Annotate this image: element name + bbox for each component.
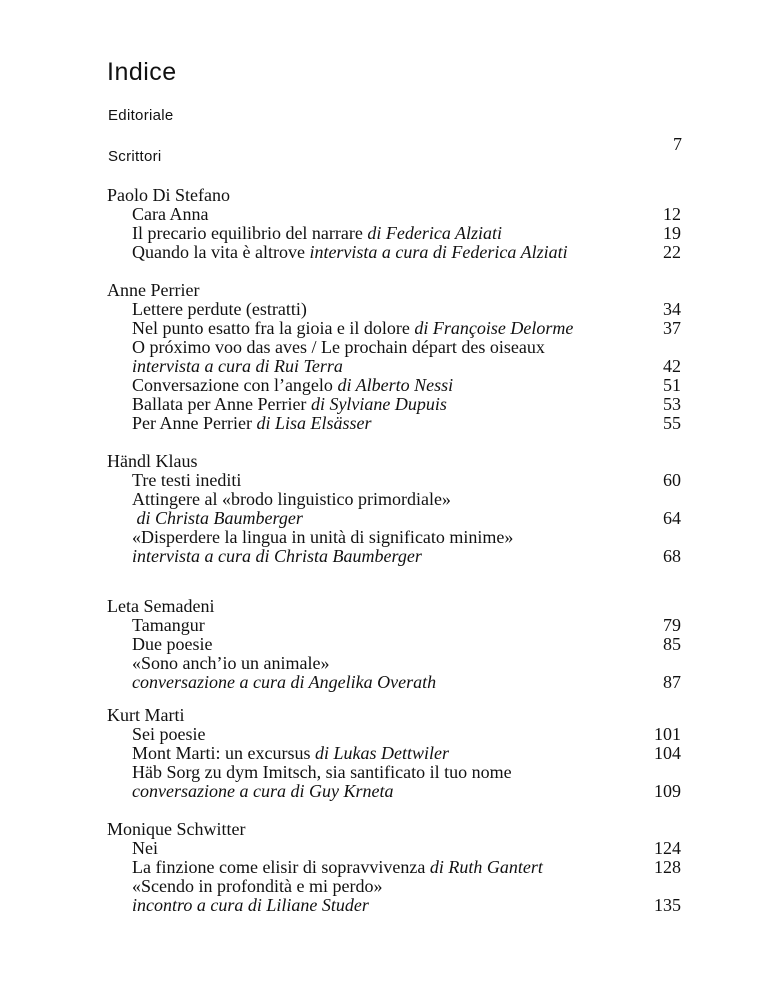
entry-title: Mont Marti: un excursus xyxy=(132,743,311,763)
entry-title: Quando la vita è altrove xyxy=(132,242,305,262)
toc-entry xyxy=(107,839,687,858)
entry-title: Sei poesie xyxy=(132,724,206,744)
entry-title: Il precario equilibrio del narrare xyxy=(132,223,363,243)
toc-entry xyxy=(107,319,687,338)
entry-credit: di Françoise Delorme xyxy=(414,318,574,338)
entry-title: O próximo voo das aves / Le prochain départ des oiseaux xyxy=(132,337,545,357)
page-number: 85 xyxy=(663,634,681,654)
page-number: 104 xyxy=(654,743,681,763)
toc-entry xyxy=(107,616,687,635)
toc-entry xyxy=(107,744,687,763)
toc-entry xyxy=(107,357,687,376)
entry-title: «Sono anch’io un animale» xyxy=(132,653,330,673)
entry-credit: intervista a cura di Rui Terra xyxy=(132,356,343,376)
page-number: 19 xyxy=(663,223,681,243)
entry-title: Häb Sorg zu dym Imitsch, sia santificato il tuo nome xyxy=(132,762,512,782)
toc-entry xyxy=(107,376,687,395)
entry-credit: di Sylviane Dupuis xyxy=(310,394,447,414)
author-name: Paolo Di Stefano xyxy=(107,185,230,205)
author-name: Monique Schwitter xyxy=(107,819,246,839)
toc-entry xyxy=(107,205,687,224)
toc-entry xyxy=(107,509,687,528)
entry-credit: conversazione a cura di Angelika Overath xyxy=(132,672,437,692)
toc-entry xyxy=(107,395,687,414)
toc-entry xyxy=(107,725,687,744)
page-number: 79 xyxy=(663,615,681,635)
entry-title: Ballata per Anne Perrier xyxy=(132,394,307,414)
entry-credit: di Federica Alziati xyxy=(367,223,503,243)
page-number: 51 xyxy=(663,375,681,395)
toc-entry xyxy=(107,782,687,801)
entry-title: «Disperdere la lingua in unità di significato minime» xyxy=(132,527,514,547)
toc-section-handl-klaus xyxy=(107,452,687,566)
page-number: 64 xyxy=(663,508,681,528)
toc-entry xyxy=(107,300,687,319)
toc-entry xyxy=(107,528,687,547)
entry-title: Nel punto esatto fra la gioia e il dolore xyxy=(132,318,410,338)
toc-section-anne-perrier xyxy=(107,281,687,433)
entry-title: Conversazione con l’angelo xyxy=(132,375,333,395)
toc-entry xyxy=(107,471,687,490)
toc-entry xyxy=(107,635,687,654)
entry-title: Lettere perdute (estratti) xyxy=(132,299,307,319)
entry-credit: intervista a cura di Christa Baumberger xyxy=(132,546,422,566)
page-number: 109 xyxy=(654,781,681,801)
page-number: 37 xyxy=(663,318,681,338)
toc-section-leta-semadeni xyxy=(107,597,687,692)
entry-title: Due poesie xyxy=(132,634,213,654)
toc-entry xyxy=(107,763,687,782)
toc-entry xyxy=(107,490,687,509)
entry-credit: conversazione a cura di Guy Krneta xyxy=(132,781,394,801)
author-name: Kurt Marti xyxy=(107,705,185,725)
entry-title: La finzione come elisir di sopravvivenza xyxy=(132,857,426,877)
page-number: 87 xyxy=(663,672,681,692)
entry-credit: incontro a cura di Liliane Studer xyxy=(132,895,369,915)
page-title: Indice xyxy=(107,58,177,86)
entry-title: Cara Anna xyxy=(132,204,209,224)
page-number: 135 xyxy=(654,895,681,915)
entry-title: Per Anne Perrier xyxy=(132,413,252,433)
toc-entry xyxy=(107,338,687,357)
entry-title: Tamangur xyxy=(132,615,205,635)
toc-entry xyxy=(107,673,687,692)
page-number: 55 xyxy=(663,413,681,433)
page-number: 124 xyxy=(654,838,681,858)
section-label-scrittori: Scrittori xyxy=(108,148,162,165)
toc-entry xyxy=(107,877,687,896)
page-number: 12 xyxy=(663,204,681,224)
entry-title: Nei xyxy=(132,838,158,858)
page-number: 68 xyxy=(663,546,681,566)
entry-credit: di Ruth Gantert xyxy=(429,857,543,877)
page-number: 42 xyxy=(663,356,681,376)
toc-entry xyxy=(107,896,687,915)
page-number: 22 xyxy=(663,242,681,262)
entry-title: «Scendo in profondità e mi perdo» xyxy=(132,876,383,896)
toc-entry xyxy=(107,224,687,243)
entry-credit: di Lukas Dettwiler xyxy=(314,743,449,763)
toc-section-kurt-marti xyxy=(107,706,687,801)
page-number-editoriale: 7 xyxy=(673,134,682,154)
page-number: 101 xyxy=(654,724,681,744)
entry-credit: di Alberto Nessi xyxy=(337,375,454,395)
page-number: 60 xyxy=(663,470,681,490)
entry-title: Attingere al «brodo linguistico primordiale» xyxy=(132,489,451,509)
author-name: Händl Klaus xyxy=(107,451,198,471)
entry-credit: di Lisa Elsässer xyxy=(256,413,372,433)
section-label-editoriale: Editoriale xyxy=(108,107,174,124)
entry-credit: di Christa Baumberger xyxy=(132,508,303,528)
page-number: 34 xyxy=(663,299,681,319)
toc-entry xyxy=(107,547,687,566)
author-name: Leta Semadeni xyxy=(107,596,215,616)
toc-section-paolo-di-stefano xyxy=(107,186,687,262)
entry-title: Tre testi inediti xyxy=(132,470,242,490)
toc-entry xyxy=(107,654,687,673)
toc-section-monique-schwitter xyxy=(107,820,687,915)
page-number: 128 xyxy=(654,857,681,877)
toc-entry xyxy=(107,414,687,433)
entry-credit: intervista a cura di Federica Alziati xyxy=(309,242,568,262)
toc-entry xyxy=(107,243,687,262)
toc-entry xyxy=(107,858,687,877)
author-name: Anne Perrier xyxy=(107,280,200,300)
page-number: 53 xyxy=(663,394,681,414)
